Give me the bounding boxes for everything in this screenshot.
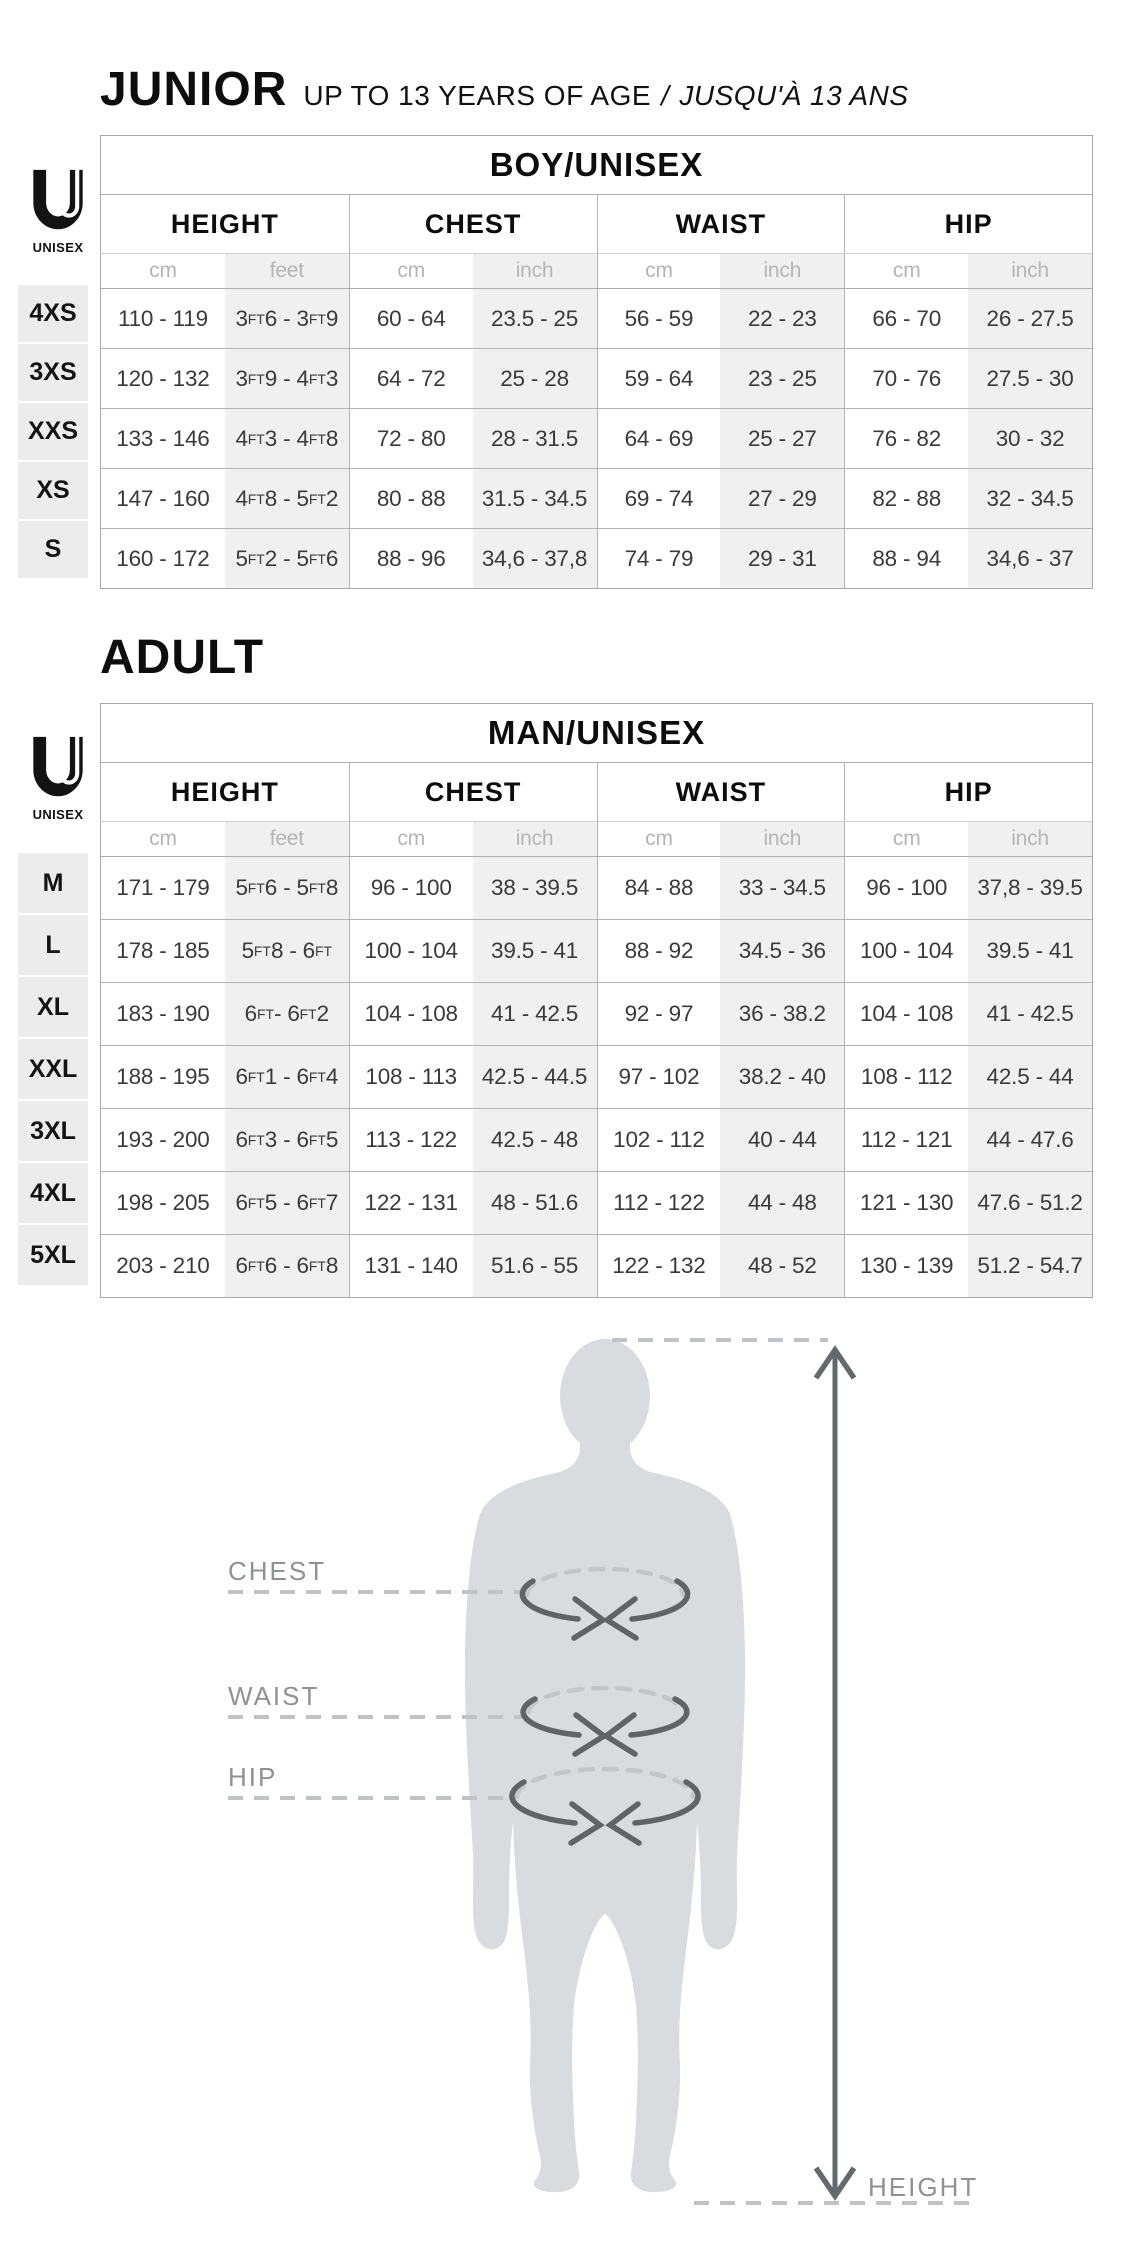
unisex-logo-label: UNISEX (32, 807, 84, 822)
cell-height-feet: 4 FT 8 - 5 FT 2 (225, 469, 349, 528)
junior-size-column (18, 285, 88, 580)
cell-waist-cm: 112 - 122 (597, 1172, 721, 1234)
cell-chest-inch: 28 - 31.5 (473, 409, 597, 468)
cell-height-cm: 198 - 205 (116, 1190, 210, 1215)
cell-waist-inch: 33 - 34.5 (720, 857, 844, 919)
cell-waist-inch: 34.5 - 36 (720, 920, 844, 982)
cell-waist-cm: 69 - 74 (597, 469, 721, 528)
cell-chest-cm: 72 - 80 (349, 409, 473, 468)
cell-chest-inch: 38 - 39.5 (473, 857, 597, 919)
cell-chest-cm: 113 - 122 (349, 1109, 473, 1171)
table-row (101, 348, 1092, 408)
cell-chest-cm: 96 - 100 (349, 857, 473, 919)
adult-title-text: ADULT (100, 631, 265, 684)
junior-subtitle-en: UP TO 13 YEARS OF AGE (303, 80, 652, 111)
cell-hip-cm: 70 - 76 (844, 349, 968, 408)
cell-height-cm: 193 - 200 (116, 1127, 210, 1152)
cell-waist-inch: 29 - 31 (720, 529, 844, 588)
size-chip: 4XL (18, 1163, 88, 1223)
unit-cm: cm (844, 822, 968, 856)
height-label: HEIGHT (868, 2172, 979, 2202)
cell-waist-cm: 97 - 102 (597, 1046, 721, 1108)
table-row (101, 857, 1092, 919)
cell-height-feet: 6 FT - 6 FT 2 (225, 983, 349, 1045)
junior-subtitle-fr: JUSQU'À 13 ANS (679, 80, 909, 111)
cell-height-feet: 6 FT 5 - 6 FT 7 (225, 1172, 349, 1234)
cell-chest-cm: 131 - 140 (349, 1235, 473, 1297)
adult-size-column (18, 853, 88, 1287)
junior-subtitle-separator: / (661, 80, 670, 111)
table-row (101, 468, 1092, 528)
junior-units-row (101, 254, 1092, 289)
unisex-logo-adult (26, 735, 90, 822)
cell-waist-inch: 48 - 52 (720, 1235, 844, 1297)
cell-waist-inch: 44 - 48 (720, 1172, 844, 1234)
size-chip: XXL (18, 1039, 88, 1099)
cell-height-cm: 133 - 146 (116, 425, 210, 451)
table-row (101, 919, 1092, 982)
cell-chest-inch: 23.5 - 25 (473, 289, 597, 348)
unit-cm: cm (149, 827, 177, 850)
cell-waist-inch: 36 - 38.2 (720, 983, 844, 1045)
cell-chest-inch: 34,6 - 37,8 (473, 529, 597, 588)
cell-waist-cm: 74 - 79 (597, 529, 721, 588)
unit-inch: inch (720, 254, 844, 288)
size-chip: 4XS (18, 285, 88, 342)
chest-label: CHEST (228, 1556, 327, 1586)
waist-label: WAIST (228, 1681, 320, 1711)
cell-hip-cm: 66 - 70 (844, 289, 968, 348)
unit-feet: feet (225, 254, 349, 288)
size-chip: M (18, 853, 88, 913)
junior-group-header: BOY/UNISEX (101, 136, 1092, 195)
unit-cm: cm (349, 822, 473, 856)
unit-inch: inch (968, 254, 1092, 288)
cell-chest-inch: 39.5 - 41 (473, 920, 597, 982)
cell-waist-cm: 64 - 69 (597, 409, 721, 468)
cell-hip-cm: 130 - 139 (844, 1235, 968, 1297)
cell-chest-cm: 80 - 88 (349, 469, 473, 528)
cell-hip-inch: 47.6 - 51.2 (968, 1172, 1092, 1234)
cell-chest-inch: 51.6 - 55 (473, 1235, 597, 1297)
cell-hip-inch: 39.5 - 41 (968, 920, 1092, 982)
unit-feet: feet (225, 822, 349, 856)
cell-height-feet: 5 FT 2 - 5 FT 6 (225, 529, 349, 588)
size-chip: XXS (18, 403, 88, 460)
col-header-height: HEIGHT (170, 208, 279, 239)
cell-hip-cm: 121 - 130 (844, 1172, 968, 1234)
unit-inch: inch (968, 822, 1092, 856)
cell-chest-cm: 100 - 104 (349, 920, 473, 982)
cell-chest-cm: 108 - 113 (349, 1046, 473, 1108)
col-header-height: HEIGHT (170, 776, 279, 807)
table-row (101, 1234, 1092, 1297)
cell-height-cm: 183 - 190 (116, 1001, 210, 1026)
size-chip: 3XL (18, 1101, 88, 1161)
size-chip: L (18, 915, 88, 975)
cell-height-cm: 188 - 195 (116, 1064, 210, 1089)
cell-hip-cm: 112 - 121 (844, 1109, 968, 1171)
unit-cm: cm (149, 259, 177, 282)
cell-chest-cm: 104 - 108 (349, 983, 473, 1045)
adult-title (100, 630, 264, 685)
cell-chest-cm: 60 - 64 (349, 289, 473, 348)
cell-height-cm: 171 - 179 (116, 875, 210, 900)
col-header-hip: HIP (844, 195, 1092, 253)
cell-chest-inch: 42.5 - 44.5 (473, 1046, 597, 1108)
cell-height-feet: 6 FT 3 - 6 FT 5 (225, 1109, 349, 1171)
cell-height-feet: 3 FT 6 - 3 FT 9 (225, 289, 349, 348)
cell-height-cm: 160 - 172 (116, 545, 210, 571)
unit-cm: cm (844, 254, 968, 288)
cell-waist-inch: 27 - 29 (720, 469, 844, 528)
cell-chest-cm: 64 - 72 (349, 349, 473, 408)
cell-waist-cm: 56 - 59 (597, 289, 721, 348)
size-chip: XS (18, 462, 88, 519)
size-chip: 3XS (18, 344, 88, 401)
unit-cm: cm (349, 254, 473, 288)
cell-hip-cm: 82 - 88 (844, 469, 968, 528)
table-row (101, 982, 1092, 1045)
cell-waist-cm: 102 - 112 (597, 1109, 721, 1171)
adult-group-header: MAN/UNISEX (101, 704, 1092, 763)
cell-waist-cm: 59 - 64 (597, 349, 721, 408)
junior-table (100, 135, 1093, 589)
junior-title-text: JUNIOR (100, 63, 288, 116)
junior-title (100, 62, 909, 117)
cell-height-feet: 3 FT 9 - 4 FT 3 (225, 349, 349, 408)
u-logo-icon (30, 168, 86, 232)
cell-height-feet: 4 FT 3 - 4 FT 8 (225, 409, 349, 468)
table-row (101, 289, 1092, 348)
unisex-logo-label: UNISEX (32, 240, 84, 255)
cell-hip-inch: 32 - 34.5 (968, 469, 1092, 528)
table-row (101, 528, 1092, 588)
cell-chest-cm: 88 - 96 (349, 529, 473, 588)
adult-table (100, 703, 1093, 1298)
table-row (101, 1045, 1092, 1108)
cell-height-cm: 203 - 210 (116, 1253, 210, 1278)
cell-hip-cm: 96 - 100 (844, 857, 968, 919)
size-chip: S (18, 521, 88, 578)
cell-waist-cm: 122 - 132 (597, 1235, 721, 1297)
unit-cm: cm (597, 822, 721, 856)
cell-chest-inch: 42.5 - 48 (473, 1109, 597, 1171)
cell-height-cm: 110 - 119 (117, 305, 208, 331)
cell-hip-cm: 100 - 104 (844, 920, 968, 982)
adult-measure-header-row (101, 763, 1092, 822)
size-chip: XL (18, 977, 88, 1037)
cell-waist-inch: 38.2 - 40 (720, 1046, 844, 1108)
measurement-diagram (150, 1300, 1000, 2230)
cell-height-feet: 6 FT 6 - 6 FT 8 (225, 1235, 349, 1297)
table-row (101, 1108, 1092, 1171)
table-row (101, 1171, 1092, 1234)
cell-waist-inch: 25 - 27 (720, 409, 844, 468)
cell-hip-cm: 108 - 112 (844, 1046, 968, 1108)
cell-hip-inch: 51.2 - 54.7 (968, 1235, 1092, 1297)
cell-hip-inch: 41 - 42.5 (968, 983, 1092, 1045)
cell-hip-inch: 27.5 - 30 (968, 349, 1092, 408)
cell-hip-inch: 26 - 27.5 (968, 289, 1092, 348)
cell-height-feet: 5 FT 6 - 5 FT 8 (225, 857, 349, 919)
unisex-logo-junior (26, 168, 90, 255)
hip-label: HIP (228, 1762, 278, 1792)
unit-inch: inch (473, 822, 597, 856)
cell-hip-inch: 37,8 - 39.5 (968, 857, 1092, 919)
cell-height-feet: 6 FT 1 - 6 FT 4 (225, 1046, 349, 1108)
unit-cm: cm (597, 254, 721, 288)
body-silhouette (465, 1339, 745, 2192)
unit-inch: inch (473, 254, 597, 288)
cell-height-cm: 178 - 185 (116, 938, 210, 963)
size-chip: 5XL (18, 1225, 88, 1285)
cell-hip-cm: 88 - 94 (844, 529, 968, 588)
col-header-hip: HIP (844, 763, 1092, 821)
cell-height-cm: 120 - 132 (116, 365, 210, 391)
table-row (101, 408, 1092, 468)
cell-waist-inch: 23 - 25 (720, 349, 844, 408)
cell-hip-cm: 104 - 108 (844, 983, 968, 1045)
cell-waist-cm: 88 - 92 (597, 920, 721, 982)
height-arrow (816, 1350, 854, 2196)
cell-chest-inch: 48 - 51.6 (473, 1172, 597, 1234)
cell-chest-inch: 41 - 42.5 (473, 983, 597, 1045)
col-header-waist: WAIST (597, 195, 845, 253)
cell-waist-cm: 92 - 97 (597, 983, 721, 1045)
col-header-waist: WAIST (597, 763, 845, 821)
cell-height-feet: 5 FT 8 - 6 FT (225, 920, 349, 982)
cell-chest-inch: 25 - 28 (473, 349, 597, 408)
cell-hip-cm: 76 - 82 (844, 409, 968, 468)
adult-units-row (101, 822, 1092, 857)
cell-hip-inch: 42.5 - 44 (968, 1046, 1092, 1108)
cell-hip-inch: 30 - 32 (968, 409, 1092, 468)
col-header-chest: CHEST (349, 763, 597, 821)
cell-hip-inch: 34,6 - 37 (968, 529, 1092, 588)
cell-waist-inch: 22 - 23 (720, 289, 844, 348)
cell-height-cm: 147 - 160 (116, 485, 210, 511)
junior-measure-header-row (101, 195, 1092, 254)
u-logo-icon (30, 735, 86, 799)
cell-chest-cm: 122 - 131 (349, 1172, 473, 1234)
cell-waist-cm: 84 - 88 (597, 857, 721, 919)
unit-inch: inch (720, 822, 844, 856)
col-header-chest: CHEST (349, 195, 597, 253)
cell-waist-inch: 40 - 44 (720, 1109, 844, 1171)
cell-hip-inch: 44 - 47.6 (968, 1109, 1092, 1171)
cell-chest-inch: 31.5 - 34.5 (473, 469, 597, 528)
